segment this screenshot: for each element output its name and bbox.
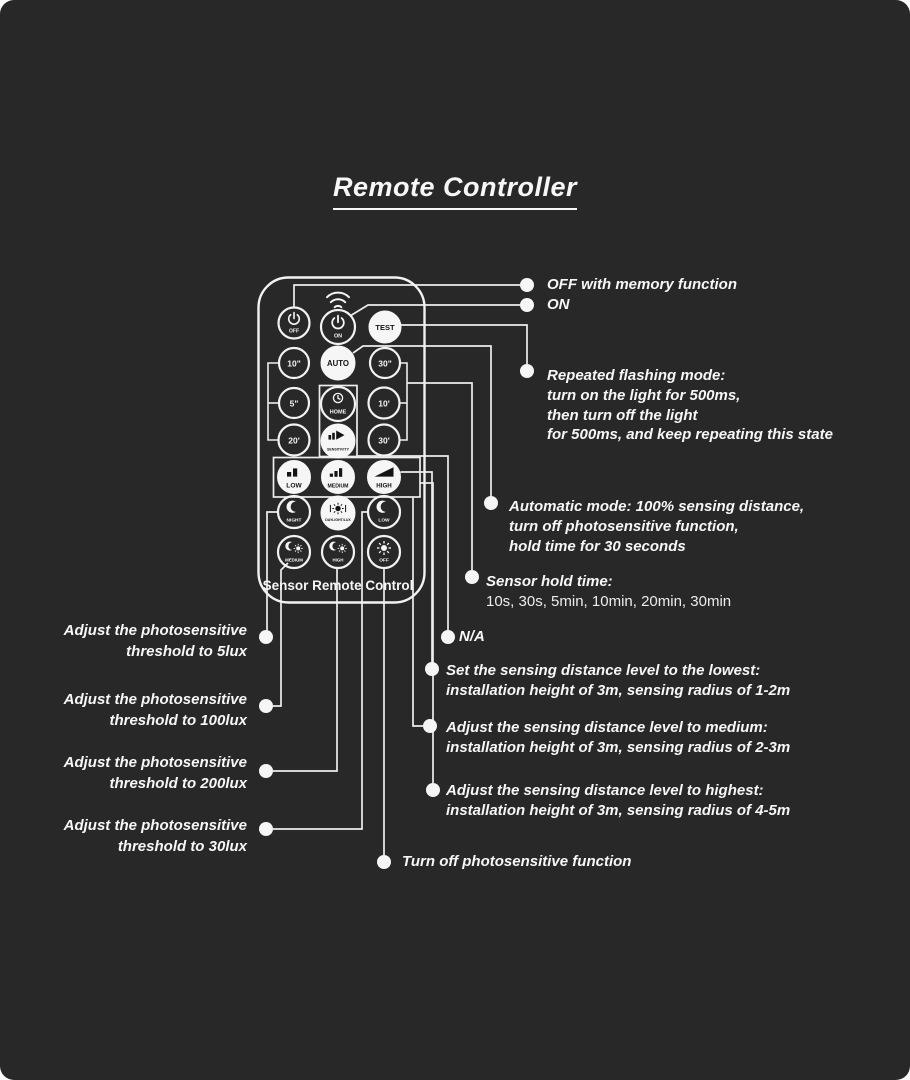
- svg-text:AUTO: AUTO: [327, 359, 349, 368]
- moon-sun-icon: [285, 542, 302, 553]
- test-button: [369, 311, 401, 343]
- annotation-photo-off: Turn off photosensitive function: [402, 853, 632, 870]
- time-30s-button: [370, 348, 400, 378]
- svg-text:MEDIUM: MEDIUM: [285, 557, 303, 563]
- svg-text:NIGHT: NIGHT: [286, 518, 302, 524]
- svg-text:30": 30": [378, 358, 392, 369]
- annotation-threshold-100lux: Adjust the photosensitive threshold to 100lux: [63, 691, 247, 729]
- distance-high-button: [368, 461, 401, 494]
- night-button: [278, 496, 310, 528]
- svg-text:SENSITIVITY: SENSITIVITY: [327, 447, 349, 452]
- clock-icon: [333, 393, 342, 402]
- svg-text:ON: ON: [333, 333, 343, 340]
- annotation-flash-mode: Repeated flashing mode: turn on the light for 500ms, then turn off the light for 500ms, and keep repeating this state: [547, 367, 833, 444]
- sun-icon: [377, 541, 391, 555]
- lux-low-button: [368, 496, 400, 528]
- time-10m-button: [369, 388, 400, 419]
- lux-high-button: [322, 536, 354, 568]
- annotation-threshold-30lux: Adjust the photosensitive threshold to 30lux: [63, 817, 247, 855]
- time-30m-button: [369, 425, 400, 456]
- distance-medium-button: [322, 461, 355, 494]
- svg-text:HIGH: HIGH: [376, 482, 392, 490]
- annotation-off-memory: OFF with memory function: [547, 276, 737, 293]
- annotation-automatic-mode: Automatic mode: 100% sensing distance, turn off photosensitive function, hold time for 30 seconds: [509, 498, 805, 555]
- svg-text:30': 30': [378, 435, 390, 446]
- svg-text:LOW: LOW: [378, 518, 390, 524]
- time-20m-button: [279, 425, 310, 456]
- lux-off-button: [368, 536, 400, 568]
- annotation-distance-highest: Adjust the sensing distance level to highest: installation height of 3m, sensing radius of 4-5m: [446, 782, 791, 819]
- annotation-threshold-200lux: Adjust the photosensitive threshold to 200lux: [63, 754, 247, 792]
- annotation-on: ON: [547, 296, 570, 313]
- time-10s-button: [279, 348, 309, 378]
- svg-text:5": 5": [289, 398, 299, 409]
- on-button: [321, 310, 355, 344]
- sensitivity-button: [321, 424, 355, 458]
- moon-icon: [286, 501, 295, 513]
- annotation-hold-time: Sensor hold time: 10s, 30s, 5min, 10min, 20min, 30min: [486, 573, 732, 610]
- moon-sun-icon: [329, 542, 346, 553]
- page-title: Remote Controller: [0, 172, 910, 210]
- annotation-threshold-5lux: Adjust the photosensitive threshold to 5lux: [63, 622, 247, 660]
- svg-text:20': 20': [288, 435, 300, 446]
- moon-icon: [376, 501, 385, 513]
- svg-text:LOW: LOW: [286, 482, 302, 490]
- svg-text:OFF: OFF: [289, 328, 299, 335]
- svg-text:DAYLIGHT/LUX: DAYLIGHT/LUX: [325, 518, 351, 522]
- time-5s-button: [279, 388, 309, 418]
- svg-text:HOME: HOME: [329, 409, 347, 416]
- auto-button: [321, 346, 355, 380]
- off-button: [279, 308, 310, 339]
- distance-low-button: [278, 461, 311, 494]
- daylight-lux-button: [321, 496, 355, 530]
- home-button: [321, 387, 355, 421]
- svg-text:10': 10': [378, 398, 390, 409]
- annotation-na: N/A: [459, 628, 485, 645]
- lux-medium-button: [278, 536, 310, 568]
- remote-footer-label: Sensor Remote Control: [262, 578, 414, 593]
- signal-waves-icon: [327, 293, 349, 308]
- svg-text:HIGH: HIGH: [332, 557, 344, 563]
- svg-text:MEDIUM: MEDIUM: [327, 483, 349, 490]
- svg-text:TEST: TEST: [375, 323, 395, 332]
- annotation-distance-lowest: Set the sensing distance level to the lowest: installation height of 3m, sensing radius of 1-2m: [446, 662, 791, 699]
- svg-text:OFF: OFF: [379, 558, 389, 564]
- annotation-distance-medium: Adjust the sensing distance level to medium: installation height of 3m, sensing radius of 2-3m: [446, 719, 791, 756]
- svg-text:10": 10": [287, 358, 301, 369]
